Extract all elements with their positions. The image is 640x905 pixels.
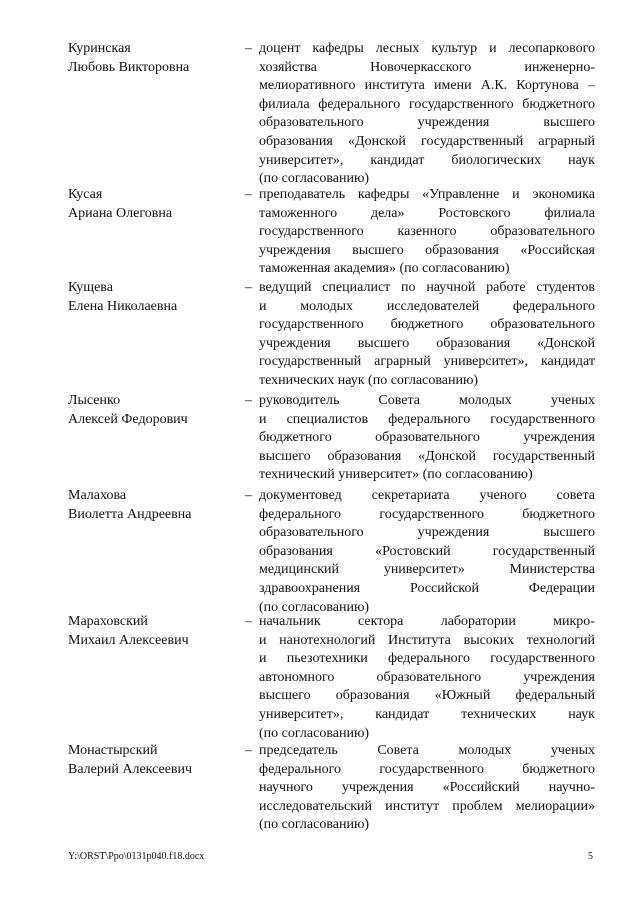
dash-separator: –	[245, 187, 252, 202]
position-line: государственный аграрный университет», кандидат	[259, 354, 595, 370]
position-line: федерального государственного бюджетного	[259, 506, 595, 522]
member-name	[68, 40, 238, 77]
position-line: автономного образовательного учреждения	[259, 669, 595, 685]
position-line: (по согласованию)	[259, 599, 370, 615]
position-line: филиала федерального государственного бюджетного	[259, 96, 595, 112]
member-position	[259, 487, 595, 617]
position-line: государственного бюджетного образовательного	[259, 317, 595, 333]
member-name	[68, 392, 238, 429]
position-line: учреждения высшего образования «Российская	[259, 242, 595, 258]
position-line: и молодых исследователей федерального	[259, 298, 595, 314]
member-given-names: Виолетта Андреевна	[68, 506, 192, 522]
position-line: мелиоративного института имени А.К. Кортунова –	[259, 78, 595, 94]
member-name	[68, 742, 238, 779]
position-line: государственного казенного образовательного	[259, 224, 595, 240]
member-surname: Кущева	[68, 280, 113, 295]
position-line: таможенного дела» Ростовского филиала	[259, 205, 595, 221]
position-line: учреждения высшего образования «Донской	[259, 335, 595, 351]
position-line: научного учреждения «Российский научно-	[259, 780, 595, 796]
position-line: высшего образования «Южный федеральный	[259, 688, 595, 704]
position-line: ведущий специалист по научной работе студентов	[259, 280, 595, 295]
member-surname: Куринская	[68, 41, 131, 56]
position-line: университет», кандидат технических наук	[259, 706, 595, 722]
member-surname: Монастырский	[68, 743, 158, 758]
dash-separator: –	[245, 280, 252, 295]
position-line: высшего образования «Донской государственный	[259, 448, 595, 464]
position-line: образования «Ростовский государственный	[259, 543, 595, 559]
member-given-names: Алексей Федорович	[68, 411, 188, 427]
member-given-names: Михаил Алексеевич	[68, 632, 189, 648]
position-line: руководитель Совета молодых ученых	[259, 393, 595, 408]
position-line: медицинский университет» Министерства	[259, 562, 595, 578]
member-name	[68, 487, 238, 524]
member-position	[259, 279, 595, 391]
member-surname: Лысенко	[68, 393, 121, 408]
dash-separator: –	[245, 41, 252, 56]
footer-file-path: Y:\ORST\Ppo\0131p040.f18.docx	[68, 851, 205, 862]
position-line: председатель Совета молодых ученых	[259, 743, 595, 758]
member-position	[259, 613, 595, 743]
member-surname: Кусая	[68, 187, 103, 202]
member-surname: Мараховский	[68, 614, 148, 629]
member-name	[68, 279, 238, 316]
position-line: (по согласованию)	[259, 171, 370, 187]
member-name	[68, 613, 238, 650]
dash-separator: –	[245, 743, 252, 758]
position-line: бюджетного образовательного учреждения	[259, 430, 595, 446]
position-line: университет», кандидат биологических наук	[259, 152, 595, 168]
position-line: таможенная академия» (по согласованию)	[259, 261, 510, 277]
dash-separator: –	[245, 393, 252, 408]
position-line: документовед секретариата ученого совета	[259, 488, 595, 503]
position-line: образования «Донской государственный аграрный	[259, 133, 595, 149]
position-line: хозяйства Новочеркасского инженерно-	[259, 59, 595, 75]
member-position	[259, 392, 595, 485]
position-line: здравоохранения Российской Федерации	[259, 580, 595, 596]
member-position	[259, 40, 595, 189]
position-line: преподаватель кафедры «Управленне и экономика	[259, 187, 595, 202]
member-given-names: Валерий Алексеевич	[68, 761, 193, 777]
dash-separator: –	[245, 488, 252, 503]
position-line: (по согласованию)	[259, 817, 370, 833]
position-line: и нанотехнологий Института высоких технологий	[259, 632, 595, 648]
position-line: исследовательский институт проблем мелиорации»	[259, 798, 595, 814]
member-surname: Малахова	[68, 488, 127, 503]
member-position	[259, 186, 595, 279]
member-given-names: Елена Николаевна	[68, 298, 178, 314]
position-line: и пьезотехники федерального государственного	[259, 651, 595, 667]
position-line: образовательного учреждения высшего	[259, 115, 595, 131]
position-line: и специалистов федерального государственного	[259, 411, 595, 427]
member-name	[68, 186, 238, 223]
position-line: федерального государственного бюджетного	[259, 761, 595, 777]
position-line: начальник сектора лаборатории микро-	[259, 614, 595, 629]
position-line: технический университет» (по согласованию)	[259, 467, 533, 483]
position-line: образовательного учреждения высшего	[259, 525, 595, 541]
position-line: (по согласованию)	[259, 725, 370, 741]
position-line: технических наук (по согласованию)	[259, 372, 479, 388]
position-line: доцент кафедры лесных культур и лесопаркового	[259, 41, 595, 56]
member-position	[259, 742, 595, 835]
page-number: 5	[588, 851, 593, 862]
member-given-names: Любовь Викторовна	[68, 59, 190, 75]
dash-separator: –	[245, 614, 252, 629]
member-given-names: Ариана Олеговна	[68, 205, 173, 221]
